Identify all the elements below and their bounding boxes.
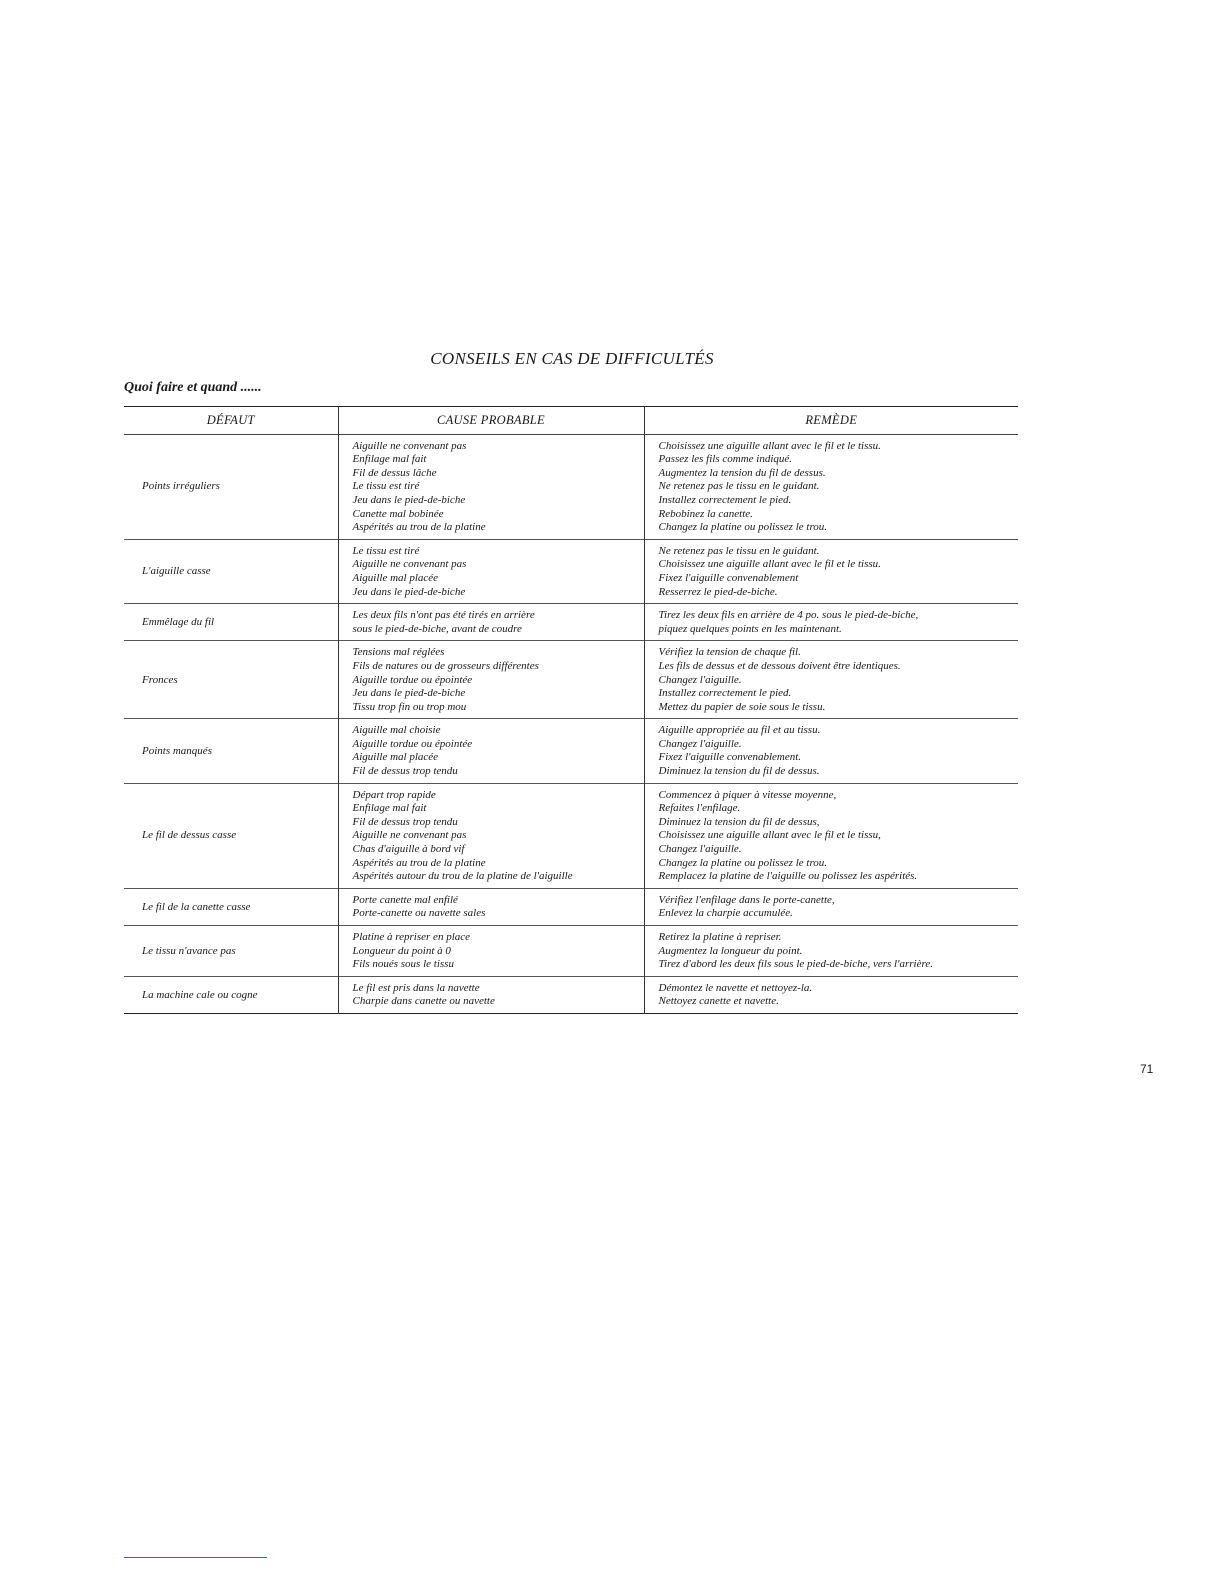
remede-cell: [644, 719, 1018, 783]
remede-line: Remplacez la platine de l'aiguille ou polissez les aspérités.: [658, 870, 918, 883]
header-remede: REMÈDE: [644, 407, 1018, 435]
defaut-cell: Points manqués: [142, 744, 212, 757]
remede-line: Ne retenez pas le tissu en le guidant.: [658, 544, 820, 557]
cause-line: Jeu dans le pied-de-biche: [352, 687, 466, 700]
remede-line: Fixez l'aiguille convenablement.: [658, 751, 802, 764]
cause-line: Aspérités autour du trou de la platine de l'aiguille: [352, 870, 573, 883]
cause-line: Enfilage mal fait: [352, 453, 427, 466]
remede-line: Ne retenez pas le tissu en le guidant.: [658, 480, 820, 493]
remede-line: Augmentez la longueur du point.: [658, 944, 803, 957]
remede-line: Retirez la platine à repriser.: [658, 931, 782, 943]
page-subtitle: Quoi faire et quand ......: [124, 380, 262, 395]
defaut-cell: Le fil de dessus casse: [142, 829, 237, 842]
cause-line: Fil de dessus lâche: [352, 466, 437, 479]
cause-line: Départ trop rapide: [352, 788, 436, 801]
remede-line: Changez l'aiguille.: [658, 737, 742, 750]
header-defaut: DÉFAUT: [206, 413, 255, 427]
cause-line: Platine à repriser en place: [352, 931, 471, 943]
remede-line: Resserrez le pied-de-biche.: [658, 585, 778, 598]
table-row: [124, 783, 1018, 888]
remede-cell: [644, 926, 1018, 977]
remede-cell: [644, 976, 1018, 1013]
remede-line: Choisissez une aiguille allant avec le fil et le tissu.: [658, 439, 881, 452]
troubleshooting-table: [124, 406, 1018, 1014]
remede-cell: [644, 604, 1018, 641]
page-title: CONSEILS EN CAS DE DIFFICULTÉS: [430, 349, 714, 368]
defaut-cell: L'aiguille casse: [142, 565, 211, 578]
remede-line: Changez l'aiguille.: [658, 843, 742, 856]
remede-line: Enlevez la charpie accumulée.: [658, 907, 793, 920]
defaut-cell: Le fil de la canette casse: [142, 900, 251, 913]
remede-line: Choisissez une aiguille allant avec le fil et le tissu.: [658, 558, 881, 571]
cause-line: Aiguille tordue ou épointée: [352, 673, 473, 686]
cause-line: Porte-canette ou navette sales: [352, 907, 486, 920]
cause-line: Fil de dessus trop tendu: [352, 815, 458, 828]
remede-cell: [644, 434, 1018, 539]
remede-line: Les fils de dessus et de dessous doivent être identiques.: [658, 659, 901, 672]
remede-line: Vérifiez l'enfilage dans le porte-canette,: [658, 893, 835, 906]
cause-line: Le tissu est tiré: [352, 544, 420, 557]
remede-line: Diminuez la tension du fil de dessus,: [658, 815, 820, 828]
cause-line: Chas d'aiguille à bord vif: [352, 843, 465, 856]
cause-line: Aspérités au trou de la platine: [352, 521, 486, 534]
remede-line: Installez correctement le pied.: [658, 687, 792, 700]
remede-line: Tirez les deux fils en arrière de 4 po. sous le pied-de-biche,: [658, 609, 919, 622]
cause-line: Aiguille mal placée: [352, 571, 439, 584]
remede-line: Installez correctement le pied.: [658, 493, 792, 506]
remede-line: Démontez le navette et nettoyez-la.: [658, 981, 813, 994]
remede-line: Passez les fils comme indiqué.: [658, 453, 793, 466]
remede-line: Refaites l'enfilage.: [658, 802, 741, 815]
cause-cell: [338, 434, 644, 539]
remede-line: Fixez l'aiguille convenablement: [658, 571, 799, 584]
remede-line: Nettoyez canette et navette.: [658, 995, 779, 1008]
table-row: [124, 976, 1018, 1013]
defaut-cell: Fronces: [142, 673, 178, 686]
cause-line: Canette mal bobinée: [352, 507, 444, 520]
cause-line: Aspérités au trou de la platine: [352, 856, 486, 869]
cause-line: Tissu trop fin ou trop mou: [352, 700, 467, 713]
remede-line: piquez quelques points en les maintenant.: [658, 622, 842, 635]
defaut-cell: Le tissu n'avance pas: [142, 944, 236, 957]
cause-cell: [338, 604, 644, 641]
remede-line: Mettez du papier de soie sous le tissu.: [658, 700, 826, 713]
cause-line: Tensions mal réglées: [352, 646, 445, 659]
defaut-cell: Points irréguliers: [142, 480, 220, 493]
cause-cell: [338, 641, 644, 719]
table-row: [124, 434, 1018, 539]
cause-line: Enfilage mal fait: [352, 802, 427, 815]
cause-line: Longueur du point à 0: [352, 944, 451, 957]
cause-line: Aiguille mal placée: [352, 751, 439, 764]
defaut-cell: Emmêlage du fil: [142, 615, 215, 628]
remede-cell: [644, 641, 1018, 719]
remede-line: Commencez à piquer à vitesse moyenne,: [658, 788, 837, 801]
remede-line: Changez l'aiguille.: [658, 673, 742, 686]
cause-cell: [338, 719, 644, 783]
remede-cell: [644, 539, 1018, 603]
remede-cell: [644, 783, 1018, 888]
remede-line: Changez la platine ou polissez le trou.: [658, 856, 828, 869]
remede-cell: [644, 888, 1018, 925]
remede-line: Choisissez une aiguille allant avec le fil et le tissu,: [658, 829, 881, 842]
remede-line: Changez la platine ou polissez le trou.: [658, 521, 828, 534]
cause-line: Aiguille mal choisie: [352, 724, 441, 737]
cause-line: Aiguille ne convenant pas: [352, 829, 467, 842]
cause-line: Les deux fils n'ont pas été tirés en arrière: [352, 609, 535, 622]
cause-line: Fils de natures ou de grosseurs différentes: [352, 659, 539, 672]
footer-rule: [124, 1557, 267, 1558]
table-header-row: [124, 407, 1018, 435]
table-row: [124, 641, 1018, 719]
table-row: [124, 539, 1018, 603]
table-row: [124, 888, 1018, 925]
cause-cell: [338, 783, 644, 888]
cause-line: Porte canette mal enfilé: [352, 893, 458, 906]
remede-line: Tirez d'abord les deux fils sous le pied-de-biche, vers l'arrière.: [658, 958, 933, 971]
cause-line: Le fil est pris dans la navette: [352, 981, 480, 994]
cause-line: sous le pied-de-biche, avant de coudre: [352, 622, 522, 635]
cause-line: Jeu dans le pied-de-biche: [352, 493, 466, 506]
remede-line: Aiguille appropriée au fil et au tissu.: [658, 724, 821, 737]
table-row: [124, 926, 1018, 977]
cause-line: Fils noués sous le tissu: [352, 958, 454, 971]
cause-line: Aiguille tordue ou épointée: [352, 737, 473, 750]
cause-line: Le tissu est tiré: [352, 480, 420, 493]
remede-line: Rebobinez la canette.: [658, 507, 753, 520]
page-number: 71: [1140, 1062, 1154, 1076]
cause-line: Fil de dessus trop tendu: [352, 765, 458, 778]
cause-cell: [338, 539, 644, 603]
defaut-cell: La machine cale ou cogne: [142, 988, 258, 1001]
remede-line: Vérifiez la tension de chaque fil.: [658, 646, 801, 659]
cause-cell: [338, 926, 644, 977]
remede-line: Augmentez la tension du fil de dessus.: [658, 466, 826, 479]
cause-line: Charpie dans canette ou navette: [352, 995, 495, 1008]
cause-cell: [338, 888, 644, 925]
cause-line: Jeu dans le pied-de-biche: [352, 585, 466, 598]
table-row: [124, 604, 1018, 641]
cause-cell: [338, 976, 644, 1013]
cause-line: Aiguille ne convenant pas: [352, 439, 467, 452]
header-cause: CAUSE PROBABLE: [338, 407, 644, 435]
cause-line: Aiguille ne convenant pas: [352, 558, 467, 571]
table-row: [124, 719, 1018, 783]
remede-line: Diminuez la tension du fil de dessus.: [658, 765, 820, 778]
